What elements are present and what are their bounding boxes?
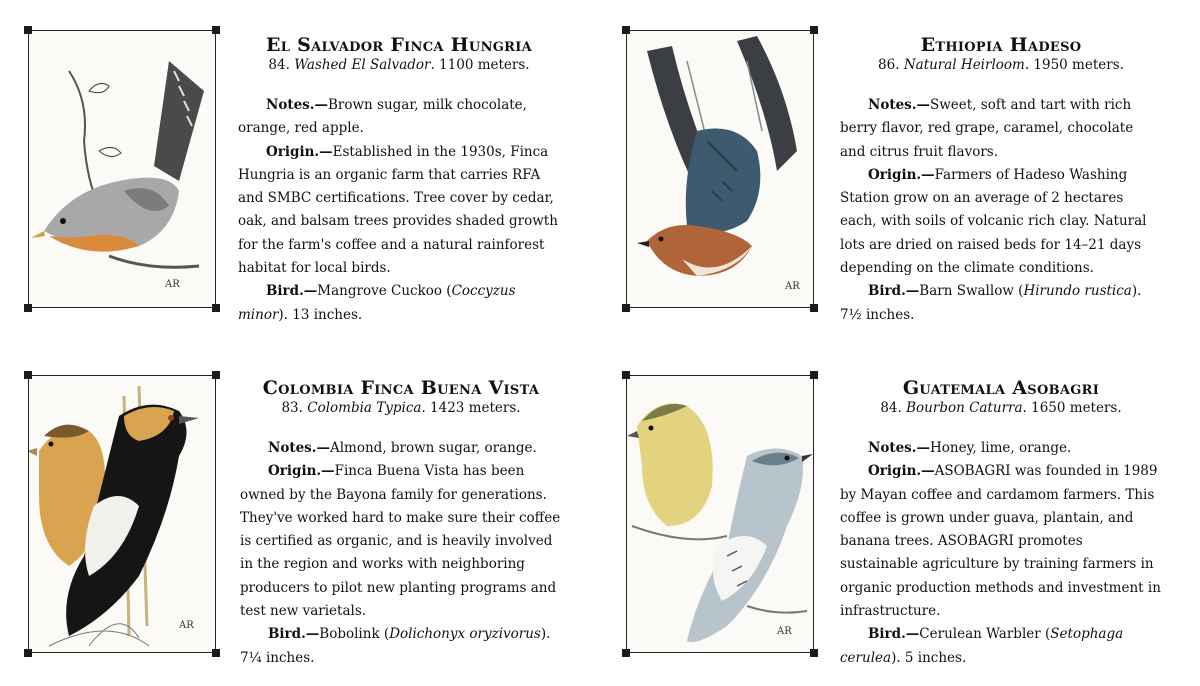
artist-signature: AR — [179, 620, 194, 631]
artist-signature: AR — [165, 279, 180, 290]
bird-paragraph: Bird.—Bobolink (Dolichonyx oryzivorus). 7¼ inches. — [240, 626, 551, 666]
card-subtitle: 84. Bourbon Caturra. 1650 meters. — [880, 400, 1122, 416]
notes-paragraph: Notes.—Honey, lime, orange. — [868, 440, 1072, 456]
mangrove-cuckoo-drawing — [29, 31, 215, 307]
bird-paragraph: Bird.—Cerulean Warbler (Setophaga cerulea). 5 inches. — [840, 626, 1124, 666]
card-title: Guatemala Asobagri — [902, 377, 1100, 399]
barn-swallow-illustration — [626, 30, 814, 308]
coffee-card-guatemala — [600, 343, 1200, 686]
card-title: Colombia Finca Buena Vista — [262, 377, 540, 399]
bird-paragraph: Bird.—Barn Swallow (Hirundo rustica). 7½ inches. — [840, 283, 1142, 323]
origin-paragraph: Origin.—Farmers of Hadeso Washing Station grow on an average of 2 hectares each, with soils of volcanic rich clay. Natural lots are dried on raised beds for 14–21 days depending on the climate conditions. — [840, 166, 1147, 277]
bobolink-drawing — [29, 376, 215, 652]
origin-paragraph: Origin.—Established in the 1930s, Finca Hungria is an organic farm that carries RFA and SMBC certifications. Tree cover by cedar, oak, and balsam trees provides shaded growth for the farm's coffee and a natural rainforest habitat for local birds. — [238, 143, 558, 277]
mangrove-cuckoo-illustration — [28, 30, 216, 308]
coffee-card-colombia — [0, 343, 600, 686]
bird-paragraph: Bird.—Mangrove Cuckoo (Coccyzus minor). 13 inches. — [238, 283, 516, 323]
cerulean-warbler-drawing — [627, 376, 813, 652]
cerulean-warbler-illustration — [626, 375, 814, 653]
artist-signature: AR — [777, 626, 792, 637]
card-text — [240, 377, 562, 670]
notes-paragraph: Notes.—Sweet, soft and tart with rich berry flavor, red grape, caramel, chocolate and citrus fruit flavors. — [840, 97, 1134, 160]
card-text — [840, 34, 1162, 327]
card-text — [238, 34, 560, 327]
card-subtitle: 83. Colombia Typica. 1423 meters. — [281, 400, 521, 416]
artist-signature: AR — [785, 281, 800, 292]
coffee-card-el-salvador — [0, 0, 600, 343]
origin-paragraph: Origin.—Finca Buena Vista has been owned by the Bayona family for generations. They've worked hard to make sure their coffee is certified as organic, and is heavily involved in the region and works with neighboring producers to pilot new planting programs and test new varietals. — [240, 463, 561, 620]
card-title: Ethiopia Hadeso — [920, 34, 1082, 56]
origin-paragraph: Origin.—ASOBAGRI was founded in 1989 by Mayan coffee and cardamom farmers. This coffee is grown under guava, plantain, and banana trees. ASOBAGRI promotes sustainable agriculture by training farmers in organic production methods and investment in infrastructure. — [840, 463, 1161, 620]
notes-paragraph: Notes.—Brown sugar, milk chocolate, orange, red apple. — [238, 97, 527, 137]
notes-paragraph: Notes.—Almond, brown sugar, orange. — [268, 440, 537, 456]
bobolink-illustration — [28, 375, 216, 653]
card-title: El Salvador Finca Hungria — [265, 34, 533, 56]
card-text — [840, 377, 1162, 670]
coffee-card-ethiopia — [600, 0, 1200, 343]
card-subtitle: 84. Washed El Salvador. 1100 meters. — [268, 57, 530, 73]
barn-swallow-drawing — [627, 31, 813, 307]
card-subtitle: 86. Natural Heirloom. 1950 meters. — [878, 57, 1124, 73]
